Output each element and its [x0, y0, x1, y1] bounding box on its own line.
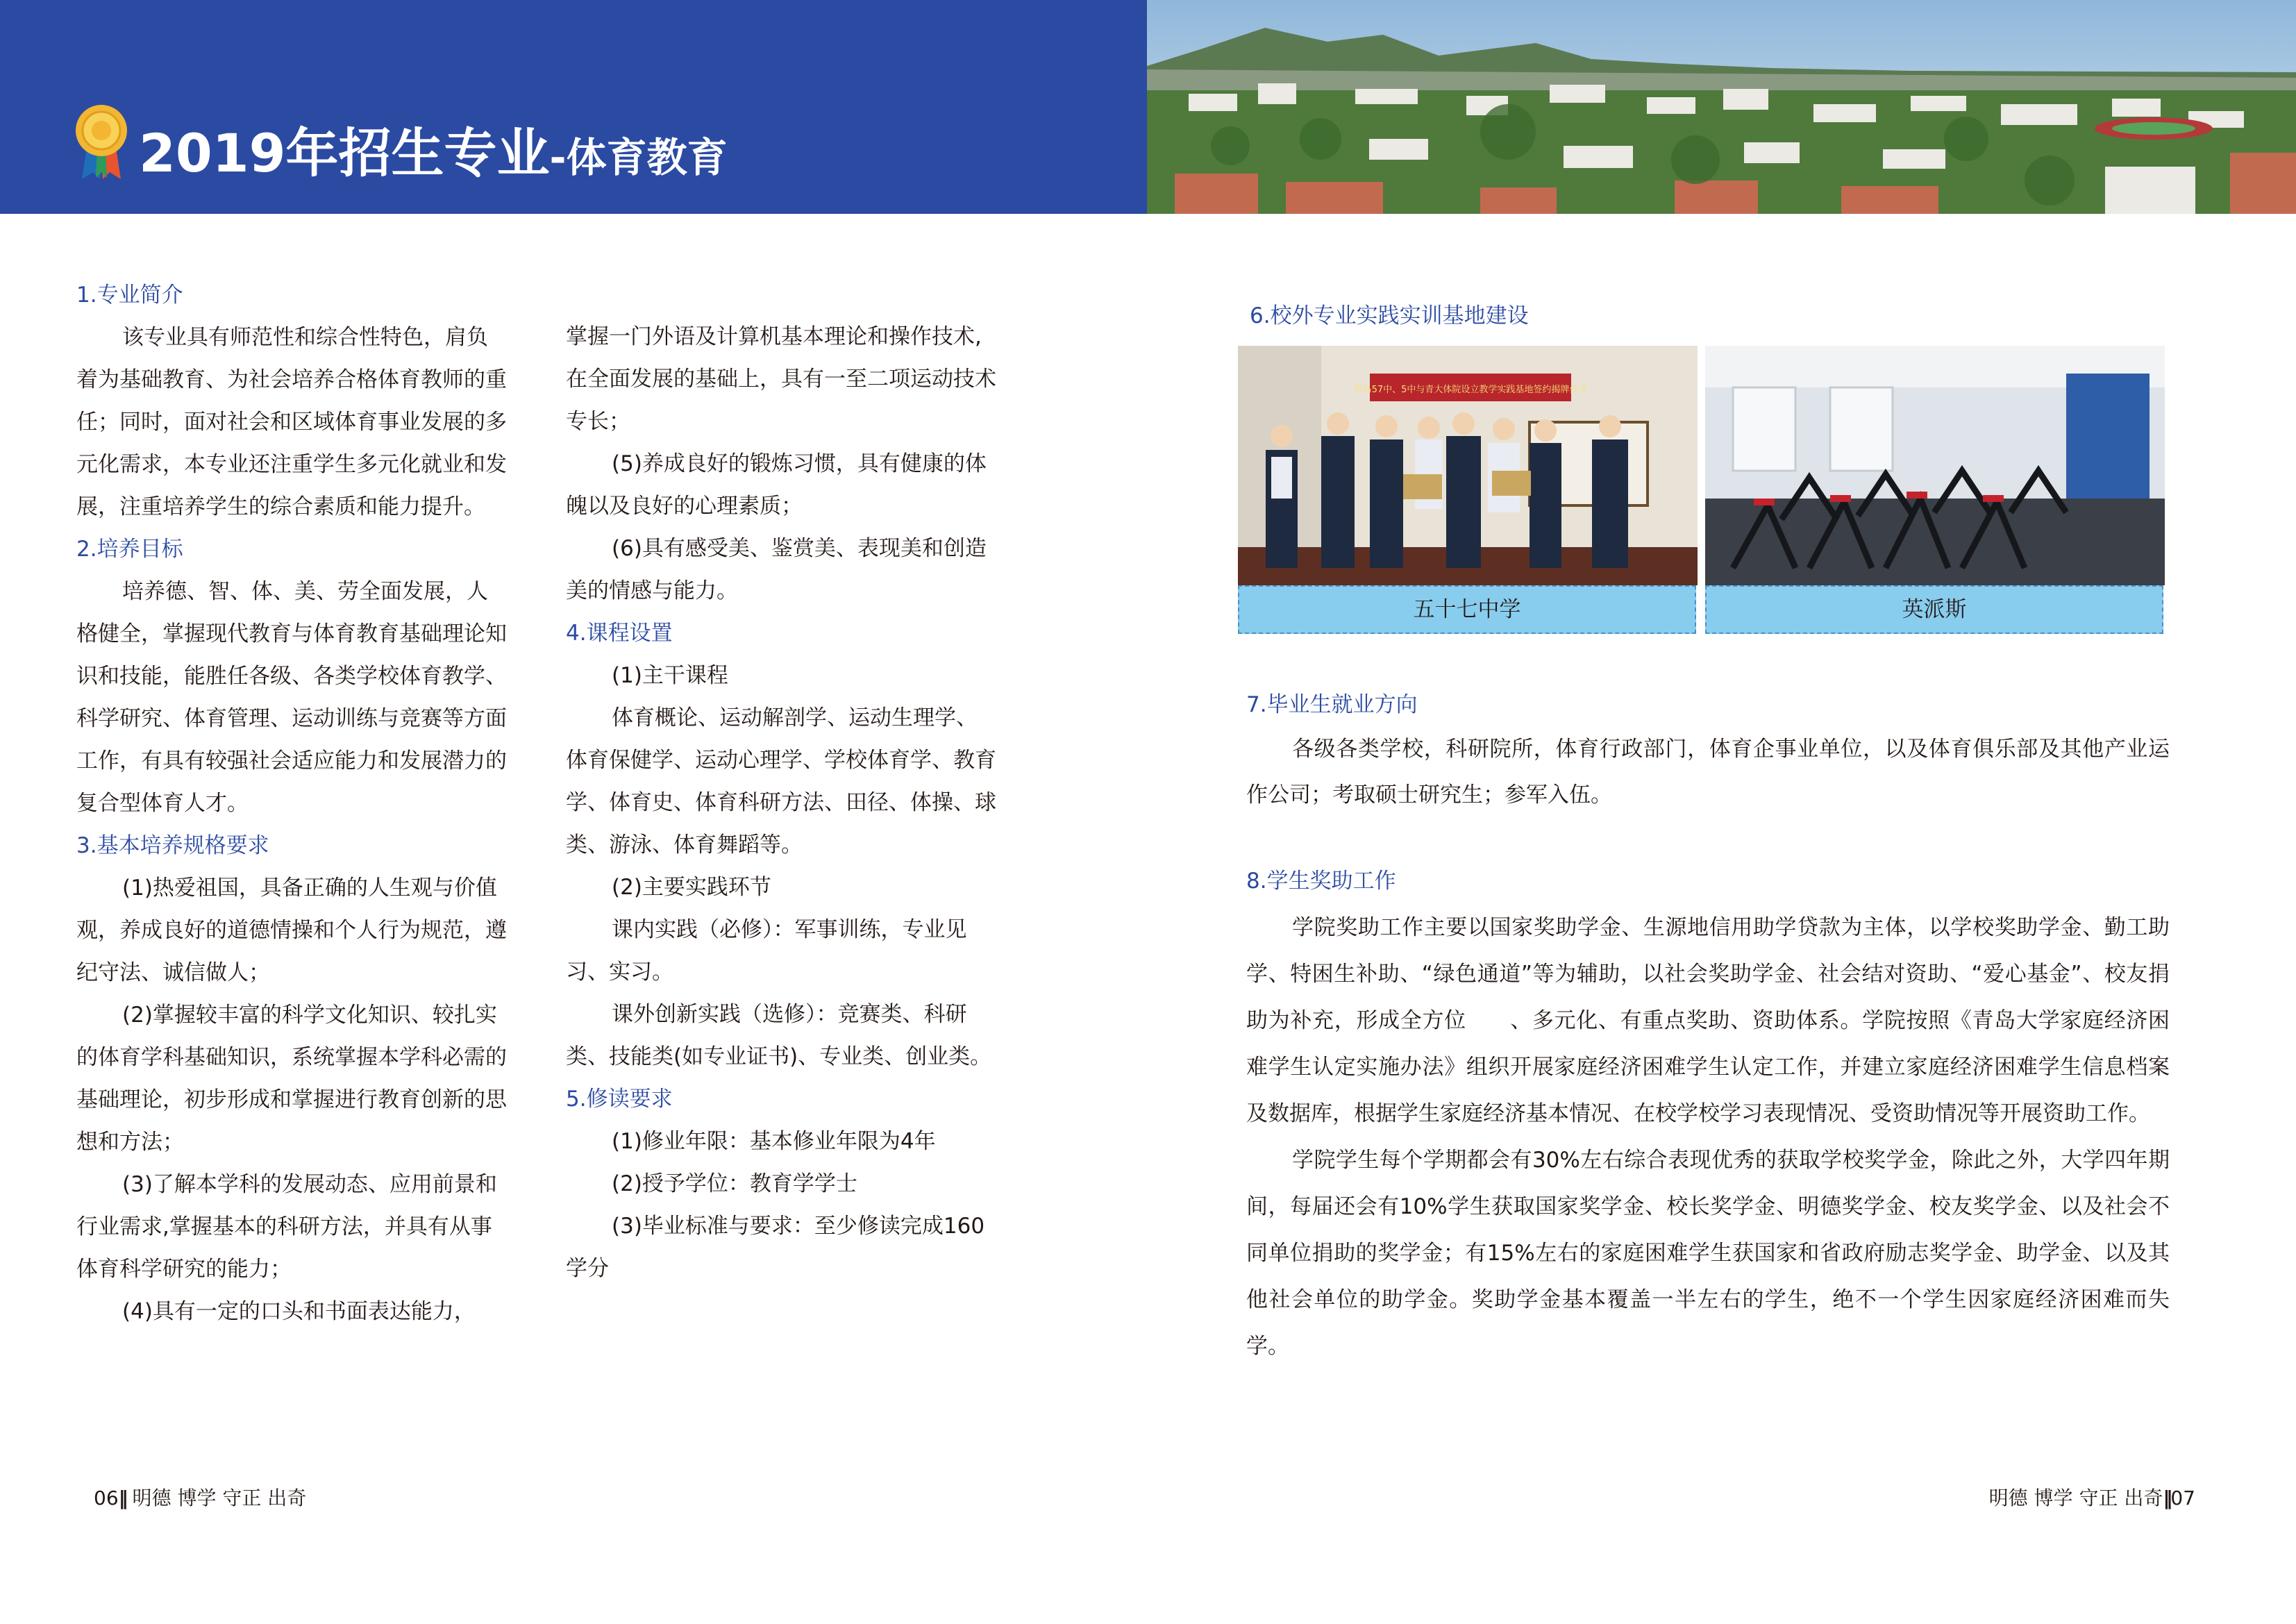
practice-paragraph: 课外创新实践（选修）：竞赛类、科研类、技能类(如专业证书)、专业类、创业类。: [566, 1002, 992, 1069]
photo-impulse-gym: [1705, 346, 2165, 585]
section-heading-student-aid: 8.学生奖助工作: [1246, 869, 1396, 894]
photo-caption: 英派斯: [1705, 585, 2163, 634]
right-column-employment: [1246, 684, 2170, 818]
core-courses-paragraph: 体育概论、运动解剖学、运动生理学、体育保健学、运动心理学、学校体育学、教育学、体育史、体育科研方法、田径、体操、球类、游泳、体育舞蹈等。: [566, 705, 996, 857]
requirement-item: (1)热爱祖国，具备正确的人生观与价值观，养成良好的道德情操和个人行为规范，遵纪守法、诚信做人；: [76, 876, 507, 985]
goals-paragraph: 培养德、智、体、美、劳全面发展，人格健全，掌握现代教育与体育教育基础理论知识和技能，能胜任各级、各类学校体育教学、科学研究、体育管理、运动训练与竞赛等方面工作，有具有较强社会适应能力和发展潜力的复合型体育人才。: [76, 579, 507, 816]
requirement-item: (3)了解本学科的发展动态、应用前景和行业需求,掌握基本的科研方法，并具有从事体育科学研究的能力；: [76, 1172, 497, 1282]
medal-icon: [72, 103, 131, 181]
footer-separator: ‖: [118, 1487, 126, 1509]
section-heading-goals: 2.培养目标: [76, 537, 183, 562]
practice-base-photos: [1238, 346, 2168, 637]
practice-paragraph: 课内实践（必修）：军事训练，专业见习、实习。: [566, 917, 967, 985]
section-heading-curriculum: 4.课程设置: [566, 621, 673, 646]
intro-paragraph: 该专业具有师范性和综合性特色，肩负着为基础教育、为社会培养合格体育教师的重任；同时，面对社会和区域体育事业发展的多元化需求，本专业还注重学生多元化就业和发展，注重培养学生的综合素质和能力提升。: [76, 325, 507, 519]
requirement-item: (6)具有感受美、鉴赏美、表现美和创造美的情感与能力。: [566, 536, 987, 603]
section-6-heading-wrap: [1250, 295, 2152, 337]
curriculum-subheading: (2)主要实践环节: [612, 875, 771, 900]
requirement-item: (2)掌握较丰富的科学文化知识、较扎实的体育学科基础知识，系统掌握本学科必需的基础理论，初步形成和掌握进行教育创新的思想和方法；: [76, 1003, 507, 1155]
banner-text: 青岛57中、5中与青大体院设立教学实践基地签约揭牌仪式: [1353, 385, 1588, 395]
page-number-left: 06: [94, 1487, 119, 1509]
page-title-separator: -: [549, 134, 567, 181]
footer-motto: 明德 博学 守正 出奇: [1988, 1487, 2163, 1509]
study-requirement-item: (2)授予学位：教育学学士: [612, 1171, 857, 1196]
section-heading-employment: 7.毕业生就业方向: [1246, 692, 1418, 717]
left-column-1: [76, 274, 507, 1333]
right-column-aid: [1246, 858, 2170, 1370]
page-title-main: 2019年招生专业: [139, 122, 550, 184]
study-requirement-item: (1)修业年限：基本修业年限为4年: [612, 1129, 936, 1154]
footer-right: [1989, 1486, 2195, 1511]
page-title-sub: 体育教育: [566, 134, 728, 181]
footer-separator: ‖: [2163, 1487, 2171, 1509]
section-heading-requirements: 3.基本培养规格要求: [76, 833, 269, 858]
student-aid-paragraph: 学院奖助工作主要以国家奖助学金、生源地信用助学贷款为主体，以学校奖助学金、勤工助学、特困生补助、“绿色通道”等为辅助，以社会奖助学金、社会结对资助、“爱心基金”、校友捐助为补充，形成全方位 、多元化、有重点奖助、资助体系。学院按照《青岛大学家庭经济困难学生认定实施办法》组织开展家庭经济困难学生认定工作，并建立家庭经济困难学生信息档案及数据库，根据学生家庭经济基本情况、在校学校学习表现情况、受资助情况等开展资助工作。: [1246, 915, 2170, 1126]
requirement-item-continued: 掌握一门外语及计算机基本理论和操作技术,在全面发展的基础上，具有一至二项运动技术专长；: [566, 324, 996, 434]
campus-panorama-photo: [1147, 0, 2296, 214]
study-requirement-item: (3)毕业标准与要求：至少修读完成160学分: [566, 1214, 985, 1281]
left-column-2: [566, 316, 996, 1290]
section-heading-study-requirements: 5.修读要求: [566, 1087, 673, 1112]
photo-caption: 五十七中学: [1238, 585, 1696, 634]
page-number-right: 07: [2170, 1487, 2195, 1509]
footer-left: [94, 1486, 306, 1511]
curriculum-subheading: (1)主干课程: [612, 663, 728, 688]
header-band: [0, 0, 1147, 214]
section-heading-practice-base: 6.校外专业实践实训基地建设: [1250, 303, 1529, 328]
section-heading-intro: 1.专业简介: [76, 283, 183, 308]
requirement-item: (4)具有一定的口头和书面表达能力，: [122, 1299, 476, 1324]
scholarship-paragraph: 学院学生每个学期都会有30%左右综合表现优秀的获取学校奖学金，除此之外，大学四年期间，每届还会有10%学生获取国家奖学金、校长奖学金、明德奖学金、校友奖学金、以及社会不同单位捐助的奖学金；有15%左右的家庭困难学生获国家和省政府励志奖学金、助学金、以及其他社会单位的助学金。奖助学金基本覆盖一半左右的学生，绝不一个学生因家庭经济困难而失学。: [1246, 1148, 2170, 1359]
footer-motto: 明德 博学 守正 出奇: [132, 1487, 307, 1509]
page-title: [139, 111, 728, 187]
photo-57th-middle-school: [1238, 346, 1698, 585]
requirement-item: (5)养成良好的锻炼习惯，具有健康的体魄以及良好的心理素质；: [566, 451, 987, 519]
employment-paragraph: 各级各类学校，科研院所，体育行政部门，体育企事业单位，以及体育俱乐部及其他产业运作公司；考取硕士研究生；参军入伍。: [1246, 737, 2170, 807]
